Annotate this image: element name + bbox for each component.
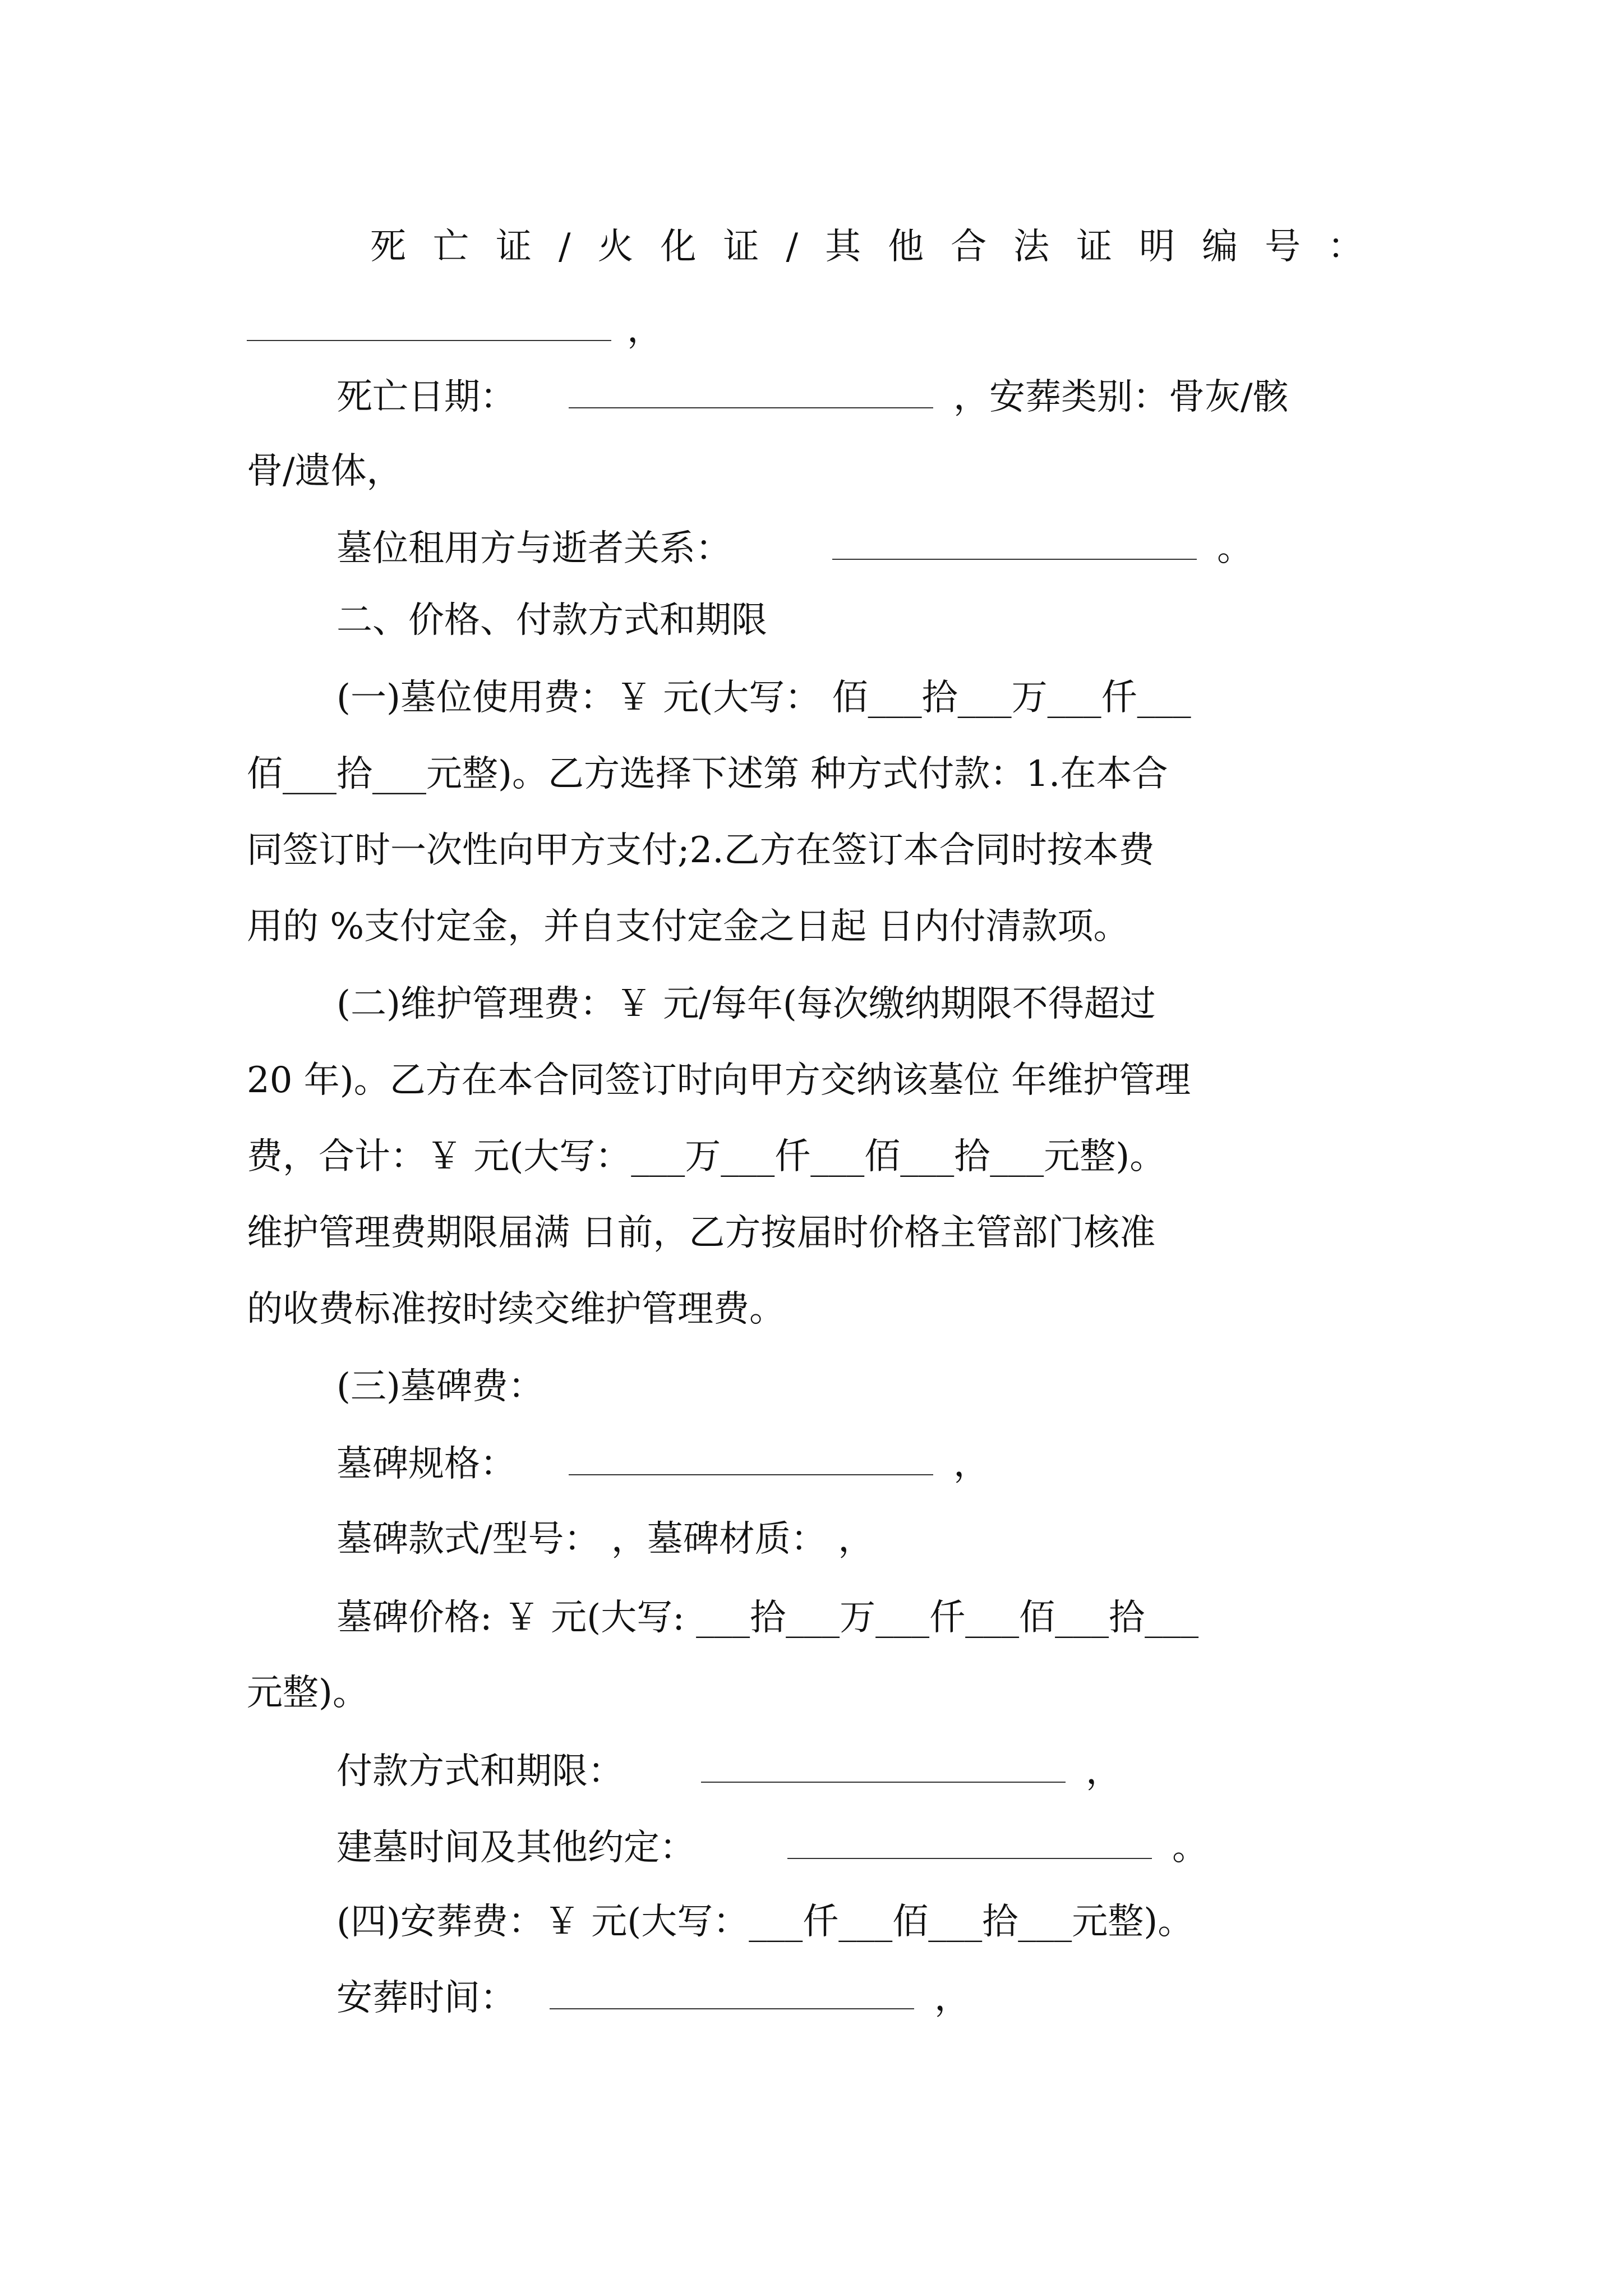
death-date-line <box>0 375 1623 425</box>
headstone-price-line-1 <box>0 1595 1623 1646</box>
plot-fee-text-1: (一)墓位使用费：￥ 元(大写： 佰___拾___万___仟___ <box>336 677 1191 719</box>
maintenance-fee-text-4: 维护管理费期限届满 日前，乙方按届时价格主管部门核准 <box>247 1212 1156 1254</box>
maintenance-fee-line-4 <box>0 1211 1623 1261</box>
plot-fee-text-2: 佰___拾___元整)。乙方选择下述第 种方式付款：1.在本合 <box>247 753 1168 795</box>
headstone-price-line-2 <box>0 1671 1623 1721</box>
comma-text: ， <box>1086 1751 1122 1792</box>
death-certificate-number-line <box>0 307 1623 358</box>
plot-fee-text-4: 用的 %支付定金，并自支付定金之日起 日内付清款项。 <box>247 906 1129 947</box>
comma-text: ， <box>934 1977 970 2019</box>
maintenance-fee-line-1 <box>0 982 1623 1032</box>
headstone-spec-blank <box>569 1474 933 1475</box>
period-text: 。 <box>1172 1827 1208 1869</box>
maintenance-fee-text-5: 的收费标准按时续交维护管理费。 <box>247 1289 785 1330</box>
headstone-style-text: 墓碑款式/型号： ，墓碑材质： ， <box>336 1519 874 1560</box>
burial-type-continued-text: 骨/遗体， <box>247 450 403 492</box>
burial-fee-text: (四)安葬费：￥ 元(大写：___仟___佰___拾___元整)。 <box>336 1901 1194 1943</box>
headstone-fee-heading: (三)墓碑费： <box>336 1366 544 1407</box>
relationship-line <box>0 526 1623 577</box>
maintenance-fee-line-5 <box>0 1287 1623 1337</box>
death-certificate-number-label-line <box>0 224 1623 275</box>
burial-fee-line <box>0 1899 1623 1950</box>
plot-fee-line-3 <box>0 828 1623 878</box>
plot-fee-line-4 <box>0 904 1623 955</box>
maintenance-fee-line-3 <box>0 1134 1623 1185</box>
construction-time-line <box>0 1825 1623 1876</box>
payment-terms-blank <box>701 1782 1066 1783</box>
section-two-heading: 二、价格、付款方式和期限 <box>336 600 767 641</box>
plot-fee-text-3: 同签订时一次性向甲方支付;2.乙方在签订本合同时按本费 <box>247 830 1155 871</box>
payment-terms-line <box>0 1749 1623 1800</box>
construction-time-blank <box>787 1858 1152 1859</box>
headstone-spec-line <box>0 1442 1623 1492</box>
maintenance-fee-text-3: 费，合计：￥ 元(大写：___万___仟___佰___拾___元整)。 <box>247 1136 1166 1177</box>
death-date-blank <box>569 407 933 408</box>
plot-fee-line-2 <box>0 752 1623 802</box>
headstone-spec-label: 墓碑规格： <box>336 1443 516 1485</box>
construction-time-label: 建墓时间及其他约定： <box>336 1827 695 1869</box>
headstone-fee-heading-line <box>0 1364 1623 1415</box>
plot-fee-line-1 <box>0 675 1623 726</box>
burial-time-blank <box>550 2008 914 2009</box>
comma-text: ， <box>953 1443 989 1485</box>
period-text: 。 <box>1217 528 1253 569</box>
relationship-label: 墓位租用方与逝者关系： <box>336 528 731 569</box>
burial-type-text: ，安葬类别：骨灰/骸 <box>953 376 1289 418</box>
headstone-price-text-1: 墓碑价格: ￥ 元(大写: ___拾___万___仟___佰___拾___ <box>336 1597 1199 1639</box>
death-certificate-number-label: 死亡证/火化证/其他合法证明编号： <box>370 226 1391 268</box>
section-heading-line <box>0 598 1623 648</box>
death-certificate-number-blank <box>247 340 611 341</box>
maintenance-fee-line-2 <box>0 1058 1623 1108</box>
burial-time-line <box>0 1976 1623 2026</box>
comma-text: ， <box>627 309 663 351</box>
headstone-price-text-2: 元整)。 <box>247 1672 368 1714</box>
headstone-style-line <box>0 1517 1623 1567</box>
relationship-blank <box>832 559 1197 560</box>
burial-time-label: 安葬时间： <box>336 1977 516 2019</box>
burial-type-continued-line <box>0 449 1623 499</box>
maintenance-fee-text-1: (二)维护管理费：￥ 元/每年(每次缴纳期限不得超过 <box>336 983 1156 1025</box>
death-date-label: 死亡日期： <box>336 376 516 418</box>
payment-terms-label: 付款方式和期限： <box>336 1751 624 1792</box>
maintenance-fee-text-2: 20 年)。乙方在本合同签订时向甲方交纳该墓位 年维护管理 <box>247 1060 1191 1101</box>
